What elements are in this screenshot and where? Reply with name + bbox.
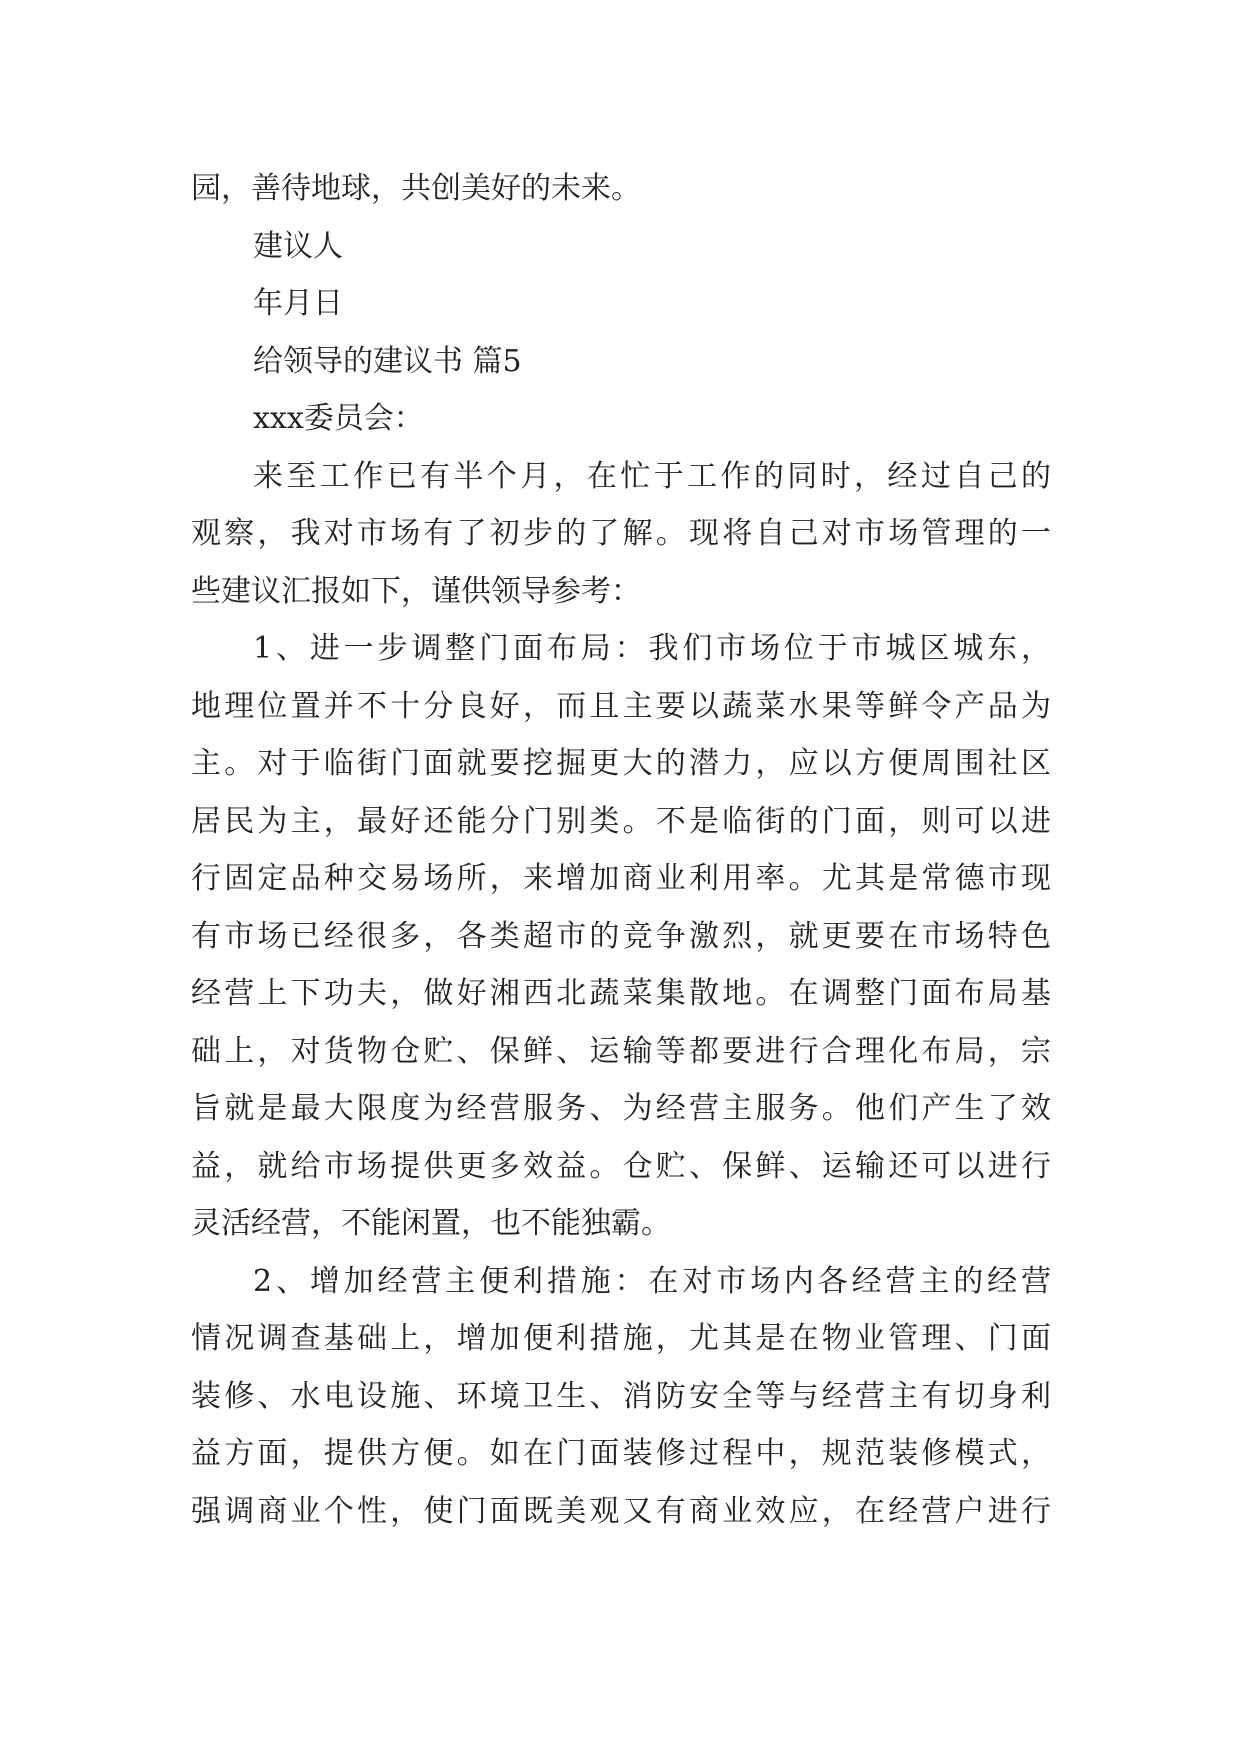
paragraph-line: 来至工作已有半个月，在忙于工作的同时，经过自己的 — [253, 458, 1051, 494]
paragraph-line: 灵活经营，不能闲置，也不能独霸。 — [191, 1206, 671, 1241]
item-2-paragraph — [191, 1253, 1051, 1541]
salutation-line: xxx委员会： — [253, 401, 424, 436]
paragraph-line: 行固定品种交易场所，来增加商业利用率。尤其是常德市现 — [191, 861, 1051, 896]
paragraph-line: 装修、水电设施、环境卫生、消防安全等与经营主有切身利 — [191, 1378, 1051, 1414]
paragraph-line: 础上，对货物仓贮、保鲜、运输等都要进行合理化布局，宗 — [191, 1033, 1051, 1069]
item-1-paragraph — [191, 620, 1051, 1253]
paragraph-line: 些建议汇报如下，谨供领导参考： — [191, 573, 641, 609]
paragraph-line: 主。对于临街门面就要挖掘更大的潜力，应以方便周围社区 — [191, 746, 1051, 781]
paragraph-line: 经营上下功夫，做好湘西北蔬菜集散地。在调整门面布局基 — [191, 976, 1051, 1011]
date-line: 年月日 — [253, 286, 343, 321]
paragraph-line: 有市场已经很多，各类超市的竞争激烈，就更要在市场特色 — [191, 918, 1051, 954]
paragraph-line: 旨就是最大限度为经营服务、为经营主服务。他们产生了效 — [191, 1091, 1051, 1126]
paragraph-line: 1、进一步调整门面布局：我们市场位于市城区城东， — [253, 631, 1051, 666]
paragraph-line: 情况调查基础上，增加便利措施，尤其是在物业管理、门面 — [191, 1321, 1051, 1356]
section-heading: 给领导的建议书 篇5 — [253, 343, 522, 379]
paragraph-line: 居民为主，最好还能分门别类。不是临街的门面，则可以进 — [191, 803, 1051, 839]
paragraph-line: 2、增加经营主便利措施：在对市场内各经营主的经营 — [253, 1263, 1051, 1299]
paragraph-line: 益方面，提供方便。如在门面装修过程中，规范装修模式， — [191, 1436, 1051, 1471]
paragraph-line: 益，就给市场提供更多效益。仓贮、保鲜、运输还可以进行 — [191, 1148, 1051, 1184]
paragraph-line: 观察，我对市场有了初步的了解。现将自己对市场管理的一 — [191, 516, 1051, 551]
signature-line: 建议人 — [253, 228, 343, 264]
closing-line: 园，善待地球，共创美好的未来。 — [191, 171, 641, 206]
intro-paragraph — [191, 448, 1051, 621]
document-body — [191, 160, 1051, 1540]
paragraph-line: 地理位置并不十分良好，而且主要以蔬菜水果等鲜令产品为 — [191, 688, 1051, 724]
paragraph-line: 强调商业个性，使门面既美观又有商业效应，在经营户进行 — [191, 1493, 1051, 1529]
